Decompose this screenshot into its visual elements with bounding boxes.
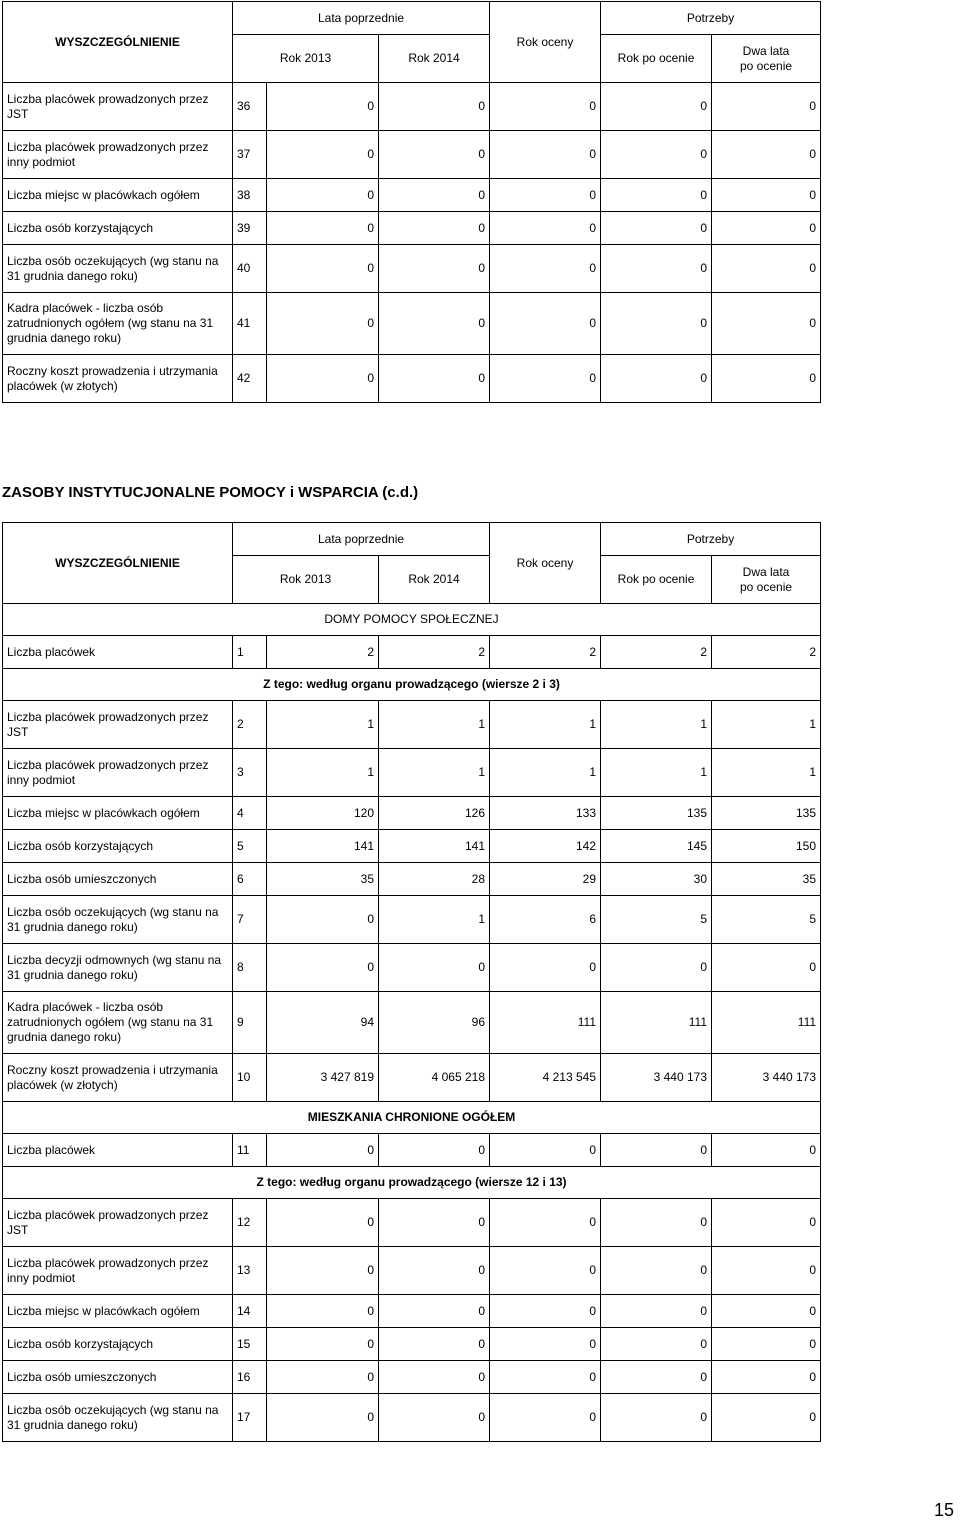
dps-title-row	[3, 604, 821, 636]
dwa-lata-line2: po ocenie	[740, 579, 793, 594]
value-cell: 0	[267, 1247, 379, 1295]
table-row	[3, 1394, 821, 1442]
value-cell: 0	[490, 355, 601, 403]
value-cell: 0	[490, 212, 601, 245]
value-cell: 0	[490, 245, 601, 293]
value-cell: 111	[712, 992, 821, 1054]
value-cell: 0	[712, 131, 821, 179]
value-cell: 29	[490, 863, 601, 896]
table-row	[3, 944, 821, 992]
row-label: Liczba osób korzystających	[3, 830, 233, 863]
table-dps-mch	[2, 522, 821, 1442]
value-cell: 2	[712, 636, 821, 669]
row-label: Liczba placówek	[3, 636, 233, 669]
page-number: 15	[933, 1500, 954, 1520]
value-cell: 0	[712, 355, 821, 403]
rok-oceny-header: Rok oceny	[490, 2, 601, 83]
value-cell: 0	[490, 1134, 601, 1167]
dwa-lata-header	[712, 35, 821, 83]
value-cell: 0	[601, 1394, 712, 1442]
value-cell: 1	[379, 701, 490, 749]
value-cell: 0	[601, 245, 712, 293]
row-label: Liczba placówek	[3, 1134, 233, 1167]
value-cell: 0	[490, 1328, 601, 1361]
row-label: Kadra placówek - liczba osób zatrudnionych ogółem (wg stanu na 31 grudnia danego roku)	[3, 992, 233, 1054]
value-cell: 0	[712, 245, 821, 293]
row-label: Liczba osób oczekujących (wg stanu na 31 grudnia danego roku)	[3, 245, 233, 293]
row-number: 39	[233, 212, 267, 245]
table-row	[3, 992, 821, 1054]
row-label: Liczba placówek prowadzonych przez JST	[3, 1199, 233, 1247]
value-cell: 0	[601, 212, 712, 245]
value-cell: 1	[379, 896, 490, 944]
row-number: 2	[233, 701, 267, 749]
table-row	[3, 1134, 821, 1167]
value-cell: 0	[712, 212, 821, 245]
section-title: ZASOBY INSTYTUCJONALNE POMOCY i WSPARCIA (c.d.)	[2, 484, 419, 501]
value-cell: 0	[712, 1328, 821, 1361]
value-cell: 5	[601, 896, 712, 944]
table-row	[3, 749, 821, 797]
value-cell: 0	[601, 1247, 712, 1295]
value-cell: 120	[267, 797, 379, 830]
row-label: Liczba placówek prowadzonych przez JST	[3, 701, 233, 749]
row-number: 38	[233, 179, 267, 212]
table-row	[3, 179, 821, 212]
value-cell: 0	[267, 1328, 379, 1361]
value-cell: 141	[379, 830, 490, 863]
row-label: Roczny koszt prowadzenia i utrzymania placówek (w złotych)	[3, 355, 233, 403]
row-number: 11	[233, 1134, 267, 1167]
row-label: Liczba placówek prowadzonych przez JST	[3, 83, 233, 131]
dps-subheading-row	[3, 669, 821, 701]
table-row	[3, 131, 821, 179]
value-cell: 111	[490, 992, 601, 1054]
row-label: Liczba placówek prowadzonych przez inny podmiot	[3, 1247, 233, 1295]
value-cell: 0	[379, 1361, 490, 1394]
value-cell: 0	[490, 131, 601, 179]
value-cell: 0	[712, 179, 821, 212]
value-cell: 2	[601, 636, 712, 669]
value-cell: 0	[712, 1247, 821, 1295]
value-cell: 35	[267, 863, 379, 896]
value-cell: 135	[712, 797, 821, 830]
value-cell: 0	[712, 83, 821, 131]
value-cell: 0	[601, 293, 712, 355]
row-label: Liczba placówek prowadzonych przez inny podmiot	[3, 749, 233, 797]
value-cell: 96	[379, 992, 490, 1054]
year-2013-header: Rok 2013	[233, 35, 379, 83]
table-row	[3, 245, 821, 293]
row-number: 42	[233, 355, 267, 403]
row-label: Liczba osób oczekujących (wg stanu na 31 grudnia danego roku)	[3, 1394, 233, 1442]
table-row	[3, 83, 821, 131]
value-cell: 0	[490, 179, 601, 212]
table-row	[3, 1054, 821, 1102]
table-row	[3, 212, 821, 245]
row-label: Liczba osób oczekujących (wg stanu na 31 grudnia danego roku)	[3, 896, 233, 944]
table-row	[3, 1328, 821, 1361]
value-cell: 0	[601, 131, 712, 179]
row-number: 13	[233, 1247, 267, 1295]
col-label-header: WYSZCZEGÓLNIENIE	[3, 523, 233, 604]
value-cell: 0	[490, 1361, 601, 1394]
table-row	[3, 797, 821, 830]
value-cell: 0	[601, 1199, 712, 1247]
row-label: Kadra placówek - liczba osób zatrudnionych ogółem (wg stanu na 31 grudnia danego roku)	[3, 293, 233, 355]
value-cell: 0	[712, 1394, 821, 1442]
rok-po-ocenie-header: Rok po ocenie	[601, 556, 712, 604]
value-cell: 0	[267, 1295, 379, 1328]
value-cell: 1	[379, 749, 490, 797]
value-cell: 1	[601, 701, 712, 749]
value-cell: 0	[379, 1295, 490, 1328]
value-cell: 150	[712, 830, 821, 863]
value-cell: 1	[601, 749, 712, 797]
needs-header: Potrzeby	[601, 2, 821, 35]
row-number: 8	[233, 944, 267, 992]
value-cell: 0	[712, 1134, 821, 1167]
value-cell: 94	[267, 992, 379, 1054]
mch-title: MIESZKANIA CHRONIONE OGÓŁEM	[3, 1102, 821, 1134]
row-label: Liczba miejsc w placówkach ogółem	[3, 797, 233, 830]
table-row	[3, 636, 821, 669]
value-cell: 0	[490, 1394, 601, 1442]
value-cell: 0	[490, 83, 601, 131]
value-cell: 145	[601, 830, 712, 863]
value-cell: 0	[379, 245, 490, 293]
row-number: 15	[233, 1328, 267, 1361]
value-cell: 0	[267, 179, 379, 212]
value-cell: 0	[267, 293, 379, 355]
row-number: 1	[233, 636, 267, 669]
dps-subheading: Z tego: według organu prowadzącego (wiersze 2 i 3)	[3, 669, 821, 701]
value-cell: 0	[267, 83, 379, 131]
row-label: Liczba miejsc w placówkach ogółem	[3, 1295, 233, 1328]
value-cell: 135	[601, 797, 712, 830]
row-number: 16	[233, 1361, 267, 1394]
value-cell: 0	[267, 896, 379, 944]
value-cell: 28	[379, 863, 490, 896]
value-cell: 0	[267, 212, 379, 245]
value-cell: 0	[490, 1247, 601, 1295]
table-prev-resources	[2, 1, 821, 403]
value-cell: 0	[267, 1199, 379, 1247]
value-cell: 35	[712, 863, 821, 896]
row-label: Liczba placówek prowadzonych przez inny podmiot	[3, 131, 233, 179]
mch-subheading-row	[3, 1167, 821, 1199]
dwa-lata-line1: Dwa lata	[742, 564, 790, 579]
value-cell: 0	[490, 944, 601, 992]
value-cell: 0	[379, 1199, 490, 1247]
value-cell: 111	[601, 992, 712, 1054]
row-number: 17	[233, 1394, 267, 1442]
prev-years-header: Lata poprzednie	[233, 2, 490, 35]
value-cell: 0	[490, 1295, 601, 1328]
value-cell: 0	[601, 1361, 712, 1394]
value-cell: 0	[267, 1394, 379, 1442]
value-cell: 0	[379, 355, 490, 403]
row-number: 12	[233, 1199, 267, 1247]
value-cell: 1	[267, 749, 379, 797]
value-cell: 126	[379, 797, 490, 830]
dps-title: DOMY POMOCY SPOŁECZNEJ	[3, 604, 821, 636]
value-cell: 1	[490, 701, 601, 749]
value-cell: 0	[267, 1134, 379, 1167]
value-cell: 0	[379, 1394, 490, 1442]
rok-oceny-header: Rok oceny	[490, 523, 601, 604]
table-row	[3, 863, 821, 896]
value-cell: 0	[601, 1295, 712, 1328]
table-row	[3, 1361, 821, 1394]
value-cell: 0	[379, 1328, 490, 1361]
row-number: 9	[233, 992, 267, 1054]
row-number: 6	[233, 863, 267, 896]
value-cell: 142	[490, 830, 601, 863]
value-cell: 0	[379, 179, 490, 212]
value-cell: 0	[267, 131, 379, 179]
value-cell: 0	[490, 1199, 601, 1247]
row-label: Liczba miejsc w placówkach ogółem	[3, 179, 233, 212]
dwa-lata-line1: Dwa lata	[742, 43, 790, 58]
value-cell: 3 440 173	[712, 1054, 821, 1102]
value-cell: 0	[267, 245, 379, 293]
value-cell: 1	[712, 701, 821, 749]
value-cell: 0	[267, 1361, 379, 1394]
mch-title-row	[3, 1102, 821, 1134]
value-cell: 0	[712, 944, 821, 992]
value-cell: 0	[601, 83, 712, 131]
value-cell: 3 440 173	[601, 1054, 712, 1102]
value-cell: 0	[601, 1328, 712, 1361]
row-number: 3	[233, 749, 267, 797]
value-cell: 0	[379, 1134, 490, 1167]
table-row	[3, 896, 821, 944]
value-cell: 4 213 545	[490, 1054, 601, 1102]
row-number: 40	[233, 245, 267, 293]
value-cell: 0	[379, 1247, 490, 1295]
value-cell: 0	[601, 355, 712, 403]
rok-po-ocenie-header: Rok po ocenie	[601, 35, 712, 83]
row-number: 7	[233, 896, 267, 944]
value-cell: 3 427 819	[267, 1054, 379, 1102]
value-cell: 6	[490, 896, 601, 944]
value-cell: 30	[601, 863, 712, 896]
row-number: 14	[233, 1295, 267, 1328]
needs-header: Potrzeby	[601, 523, 821, 556]
value-cell: 5	[712, 896, 821, 944]
value-cell: 4 065 218	[379, 1054, 490, 1102]
value-cell: 0	[712, 1295, 821, 1328]
row-label: Liczba osób korzystających	[3, 212, 233, 245]
row-label: Liczba osób umieszczonych	[3, 863, 233, 896]
value-cell: 0	[712, 293, 821, 355]
value-cell: 0	[712, 1361, 821, 1394]
dwa-lata-line2: po ocenie	[740, 58, 793, 73]
value-cell: 0	[379, 212, 490, 245]
value-cell: 2	[490, 636, 601, 669]
value-cell: 0	[601, 179, 712, 212]
row-number: 36	[233, 83, 267, 131]
year-2014-header: Rok 2014	[379, 556, 490, 604]
value-cell: 0	[267, 355, 379, 403]
mch-subheading: Z tego: według organu prowadzącego (wiersze 12 i 13)	[3, 1167, 821, 1199]
value-cell: 133	[490, 797, 601, 830]
value-cell: 0	[379, 131, 490, 179]
table-row	[3, 293, 821, 355]
row-number: 37	[233, 131, 267, 179]
value-cell: 0	[601, 1134, 712, 1167]
year-2014-header: Rok 2014	[379, 35, 490, 83]
row-label: Liczba osób korzystających	[3, 1328, 233, 1361]
value-cell: 0	[267, 944, 379, 992]
table-row	[3, 1199, 821, 1247]
table-row	[3, 355, 821, 403]
value-cell: 1	[490, 749, 601, 797]
table-row	[3, 1295, 821, 1328]
value-cell: 0	[379, 944, 490, 992]
value-cell: 1	[712, 749, 821, 797]
row-number: 41	[233, 293, 267, 355]
row-number: 4	[233, 797, 267, 830]
value-cell: 0	[712, 1199, 821, 1247]
value-cell: 141	[267, 830, 379, 863]
row-number: 5	[233, 830, 267, 863]
row-number: 10	[233, 1054, 267, 1102]
table-row	[3, 830, 821, 863]
col-label-header: WYSZCZEGÓLNIENIE	[3, 2, 233, 83]
value-cell: 2	[267, 636, 379, 669]
row-label: Liczba decyzji odmownych (wg stanu na 31 grudnia danego roku)	[3, 944, 233, 992]
value-cell: 2	[379, 636, 490, 669]
year-2013-header: Rok 2013	[233, 556, 379, 604]
dwa-lata-header	[712, 556, 821, 604]
prev-years-header: Lata poprzednie	[233, 523, 490, 556]
row-label: Roczny koszt prowadzenia i utrzymania placówek (w złotych)	[3, 1054, 233, 1102]
value-cell: 0	[379, 293, 490, 355]
table-row	[3, 701, 821, 749]
value-cell: 0	[379, 83, 490, 131]
value-cell: 0	[601, 944, 712, 992]
table-row	[3, 1247, 821, 1295]
value-cell: 1	[267, 701, 379, 749]
row-label: Liczba osób umieszczonych	[3, 1361, 233, 1394]
value-cell: 0	[490, 293, 601, 355]
